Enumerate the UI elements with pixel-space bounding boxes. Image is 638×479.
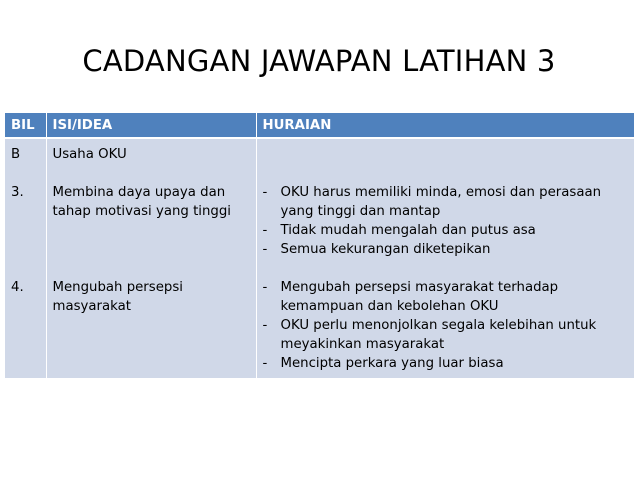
bil-item-4: 4. (11, 280, 24, 295)
isi-item-4-line-1: Mengubah persepsi (52, 280, 183, 295)
table-row (5, 138, 634, 378)
huraian-cell (256, 138, 634, 378)
dash-bullet: - (262, 356, 268, 371)
list-item (263, 354, 629, 373)
isi-item-4-line-2: masyarakat (52, 299, 131, 314)
dash-bullet: - (262, 280, 268, 295)
huraian-text: Semua kekurangan diketepikan (280, 242, 491, 257)
bil-section: B (11, 147, 21, 162)
huraian-text: kemampuan dan kebolehan OKU (280, 299, 499, 314)
isi-idea-cell (46, 138, 256, 378)
list-item (263, 278, 629, 316)
huraian-text: OKU harus memiliki minda, emosi dan perasaan (280, 185, 602, 200)
huraian-text: Mencipta perkara yang luar biasa (280, 356, 504, 371)
dash-bullet: - (262, 318, 268, 333)
huraian-list-item-4 (263, 278, 629, 373)
isi-item-3-line-2: tahap motivasi yang tinggi (52, 204, 231, 219)
answer-table (5, 113, 634, 378)
dash-bullet: - (262, 185, 268, 200)
huraian-text: Tidak mudah mengalah dan putus asa (280, 223, 536, 238)
list-item (263, 221, 629, 240)
table-header-row (5, 113, 634, 138)
list-item (263, 316, 629, 354)
bil-cell (5, 138, 46, 378)
answer-table-wrapper (5, 113, 634, 378)
column-header-huraian: HURAIAN (256, 113, 634, 138)
huraian-text: meyakinkan masyarakat (280, 337, 445, 352)
list-item (263, 183, 629, 221)
bil-item-3: 3. (11, 185, 24, 200)
huraian-text: Mengubah persepsi masyarakat terhadap (280, 280, 559, 295)
huraian-text: OKU perlu menonjolkan segala kelebihan untuk (280, 318, 597, 333)
column-header-bil: BIL (5, 113, 46, 138)
list-item (263, 240, 629, 259)
page-title: CADANGAN JAWAPAN LATIHAN 3 (82, 44, 556, 78)
column-header-isi-idea: ISI/IDEA (46, 113, 256, 138)
dash-bullet: - (262, 223, 268, 238)
isi-section: Usaha OKU (52, 147, 127, 162)
huraian-text: yang tinggi dan mantap (280, 204, 441, 219)
dash-bullet: - (262, 242, 268, 257)
huraian-list-item-3 (263, 183, 629, 259)
isi-item-3-line-1: Membina daya upaya dan (52, 185, 226, 200)
